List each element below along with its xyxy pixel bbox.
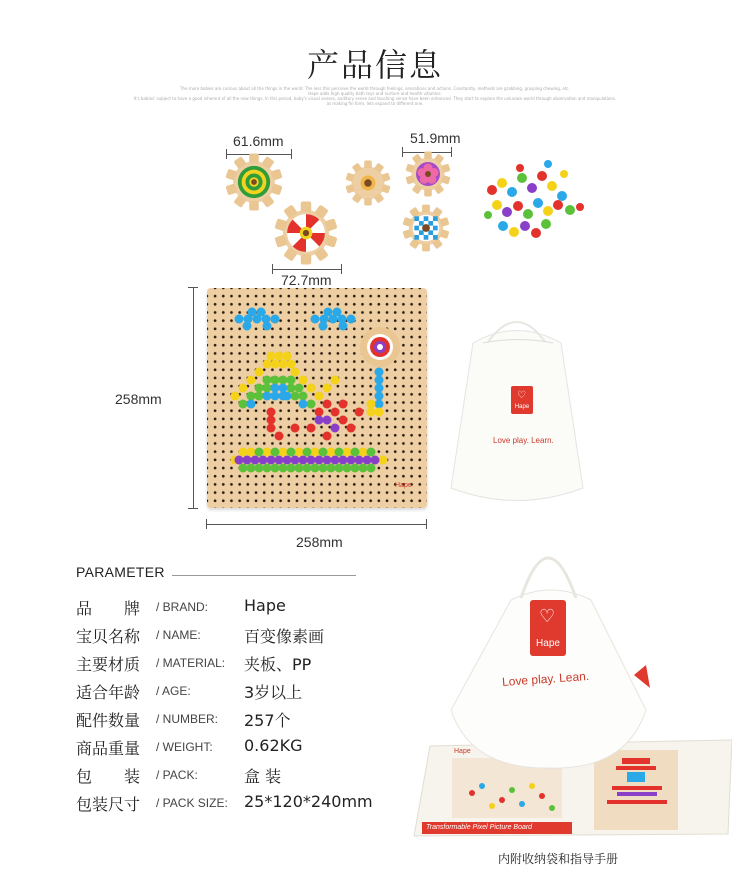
parameter-divider	[172, 575, 356, 576]
hape-logo-small	[511, 386, 533, 414]
pinwheel-gear	[274, 202, 337, 265]
flower-gear	[405, 152, 450, 197]
param-label-cn: 主要材质	[76, 655, 141, 674]
logo-text: Hape	[536, 638, 560, 649]
heart-icon: ♡	[517, 390, 526, 401]
param-row-age	[76, 680, 416, 704]
param-value: 0.62KG	[244, 736, 303, 755]
param-value: 257个	[244, 711, 291, 730]
storage-bag-large	[436, 520, 666, 770]
param-row-pack-size	[76, 792, 416, 816]
param-label-en: / PACK SIZE:	[156, 796, 228, 810]
param-label-en: / MATERIAL:	[156, 656, 226, 670]
param-label-cn: 配件数量	[76, 711, 141, 730]
param-value: 夹板、PP	[244, 655, 312, 674]
page-title: 产品信息	[306, 46, 443, 84]
param-row-weight	[76, 736, 416, 760]
pegboard-pattern	[207, 288, 427, 508]
bag-large-slogan: Love play. Lean.	[501, 668, 590, 690]
accessories-caption: 内附收纳袋和指导手册	[498, 852, 619, 866]
dimension-tick	[426, 519, 427, 529]
parameter-heading: PARAMETER	[76, 564, 165, 580]
peg-pile	[484, 160, 584, 238]
param-value: 25*120*240mm	[244, 792, 373, 811]
param-label-en: / AGE:	[156, 684, 191, 698]
fine-print-1: The more babies are curious about all the things in the world. The less this perceive the world through feelings, sensations and actions. Constantly, methods are grabbing, grasping chewing, etc.	[180, 86, 570, 91]
dimension-tick	[188, 508, 198, 509]
param-label-cn: 包装尺寸	[76, 795, 141, 814]
storage-bag-small	[433, 308, 601, 508]
booklet-title: Transformable Pixel Picture Board	[426, 824, 533, 831]
board-height-dimension: 258mm	[115, 391, 162, 407]
param-label-cn: 商品重量	[76, 739, 141, 758]
fine-print-4: as making fin form, lets expand to different one.	[326, 101, 424, 106]
spiral-gear	[225, 154, 282, 211]
gear-medium-dimension: 72.7mm	[281, 272, 332, 288]
param-label-cn: 包 装	[76, 767, 141, 786]
bag-slogan: Love play. Learn.	[493, 436, 554, 445]
param-row-name	[76, 624, 416, 648]
heart-icon: ♡	[539, 606, 556, 627]
gears-illustration	[0, 0, 750, 300]
fine-print-2: Hape adds high quality bath toys and nurture and health vitamins.	[308, 91, 442, 96]
gear-large-dimension: 61.6mm	[233, 133, 284, 149]
param-label-en: / NAME:	[156, 628, 201, 642]
param-value: 3岁以上	[244, 683, 303, 702]
board-width-line	[206, 524, 427, 525]
param-label-cn: 品 牌	[76, 599, 141, 618]
pegboard	[207, 288, 427, 508]
param-row-pack	[76, 764, 416, 788]
hape-logo-large	[530, 600, 566, 656]
gear-small-dimension: 51.9mm	[410, 130, 461, 146]
param-label-en: / NUMBER:	[156, 712, 219, 726]
checker-gear	[403, 205, 450, 252]
param-label-en: / WEIGHT:	[156, 740, 213, 754]
param-row-brand	[76, 596, 416, 620]
plain-gear	[345, 161, 390, 206]
param-row-number	[76, 708, 416, 732]
param-value: 百变像素画	[244, 627, 325, 646]
param-row-material	[76, 652, 416, 676]
dimension-tick	[206, 519, 207, 529]
param-value: Hape	[244, 596, 286, 615]
param-label-en: / PACK:	[156, 768, 198, 782]
board-height-line	[193, 287, 194, 509]
booklet-logo: Hape	[454, 748, 471, 755]
param-label-cn: 适合年龄	[76, 683, 141, 702]
logo-text: Hape	[514, 404, 530, 410]
param-label-en: / BRAND:	[156, 600, 209, 614]
board-width-dimension: 258mm	[296, 534, 343, 550]
param-value: 盒 装	[244, 767, 282, 786]
fine-print-3: It's babies' subject to have a good inherent of all the new things. In this period, baby's visual senses, auditory sense and touching sense have been enhanced. They start to explore the unknown world through observation and manipulations.	[133, 96, 617, 101]
dimension-tick	[188, 287, 198, 288]
board-logo: Hape	[395, 482, 412, 489]
param-label-cn: 宝贝名称	[76, 627, 141, 646]
